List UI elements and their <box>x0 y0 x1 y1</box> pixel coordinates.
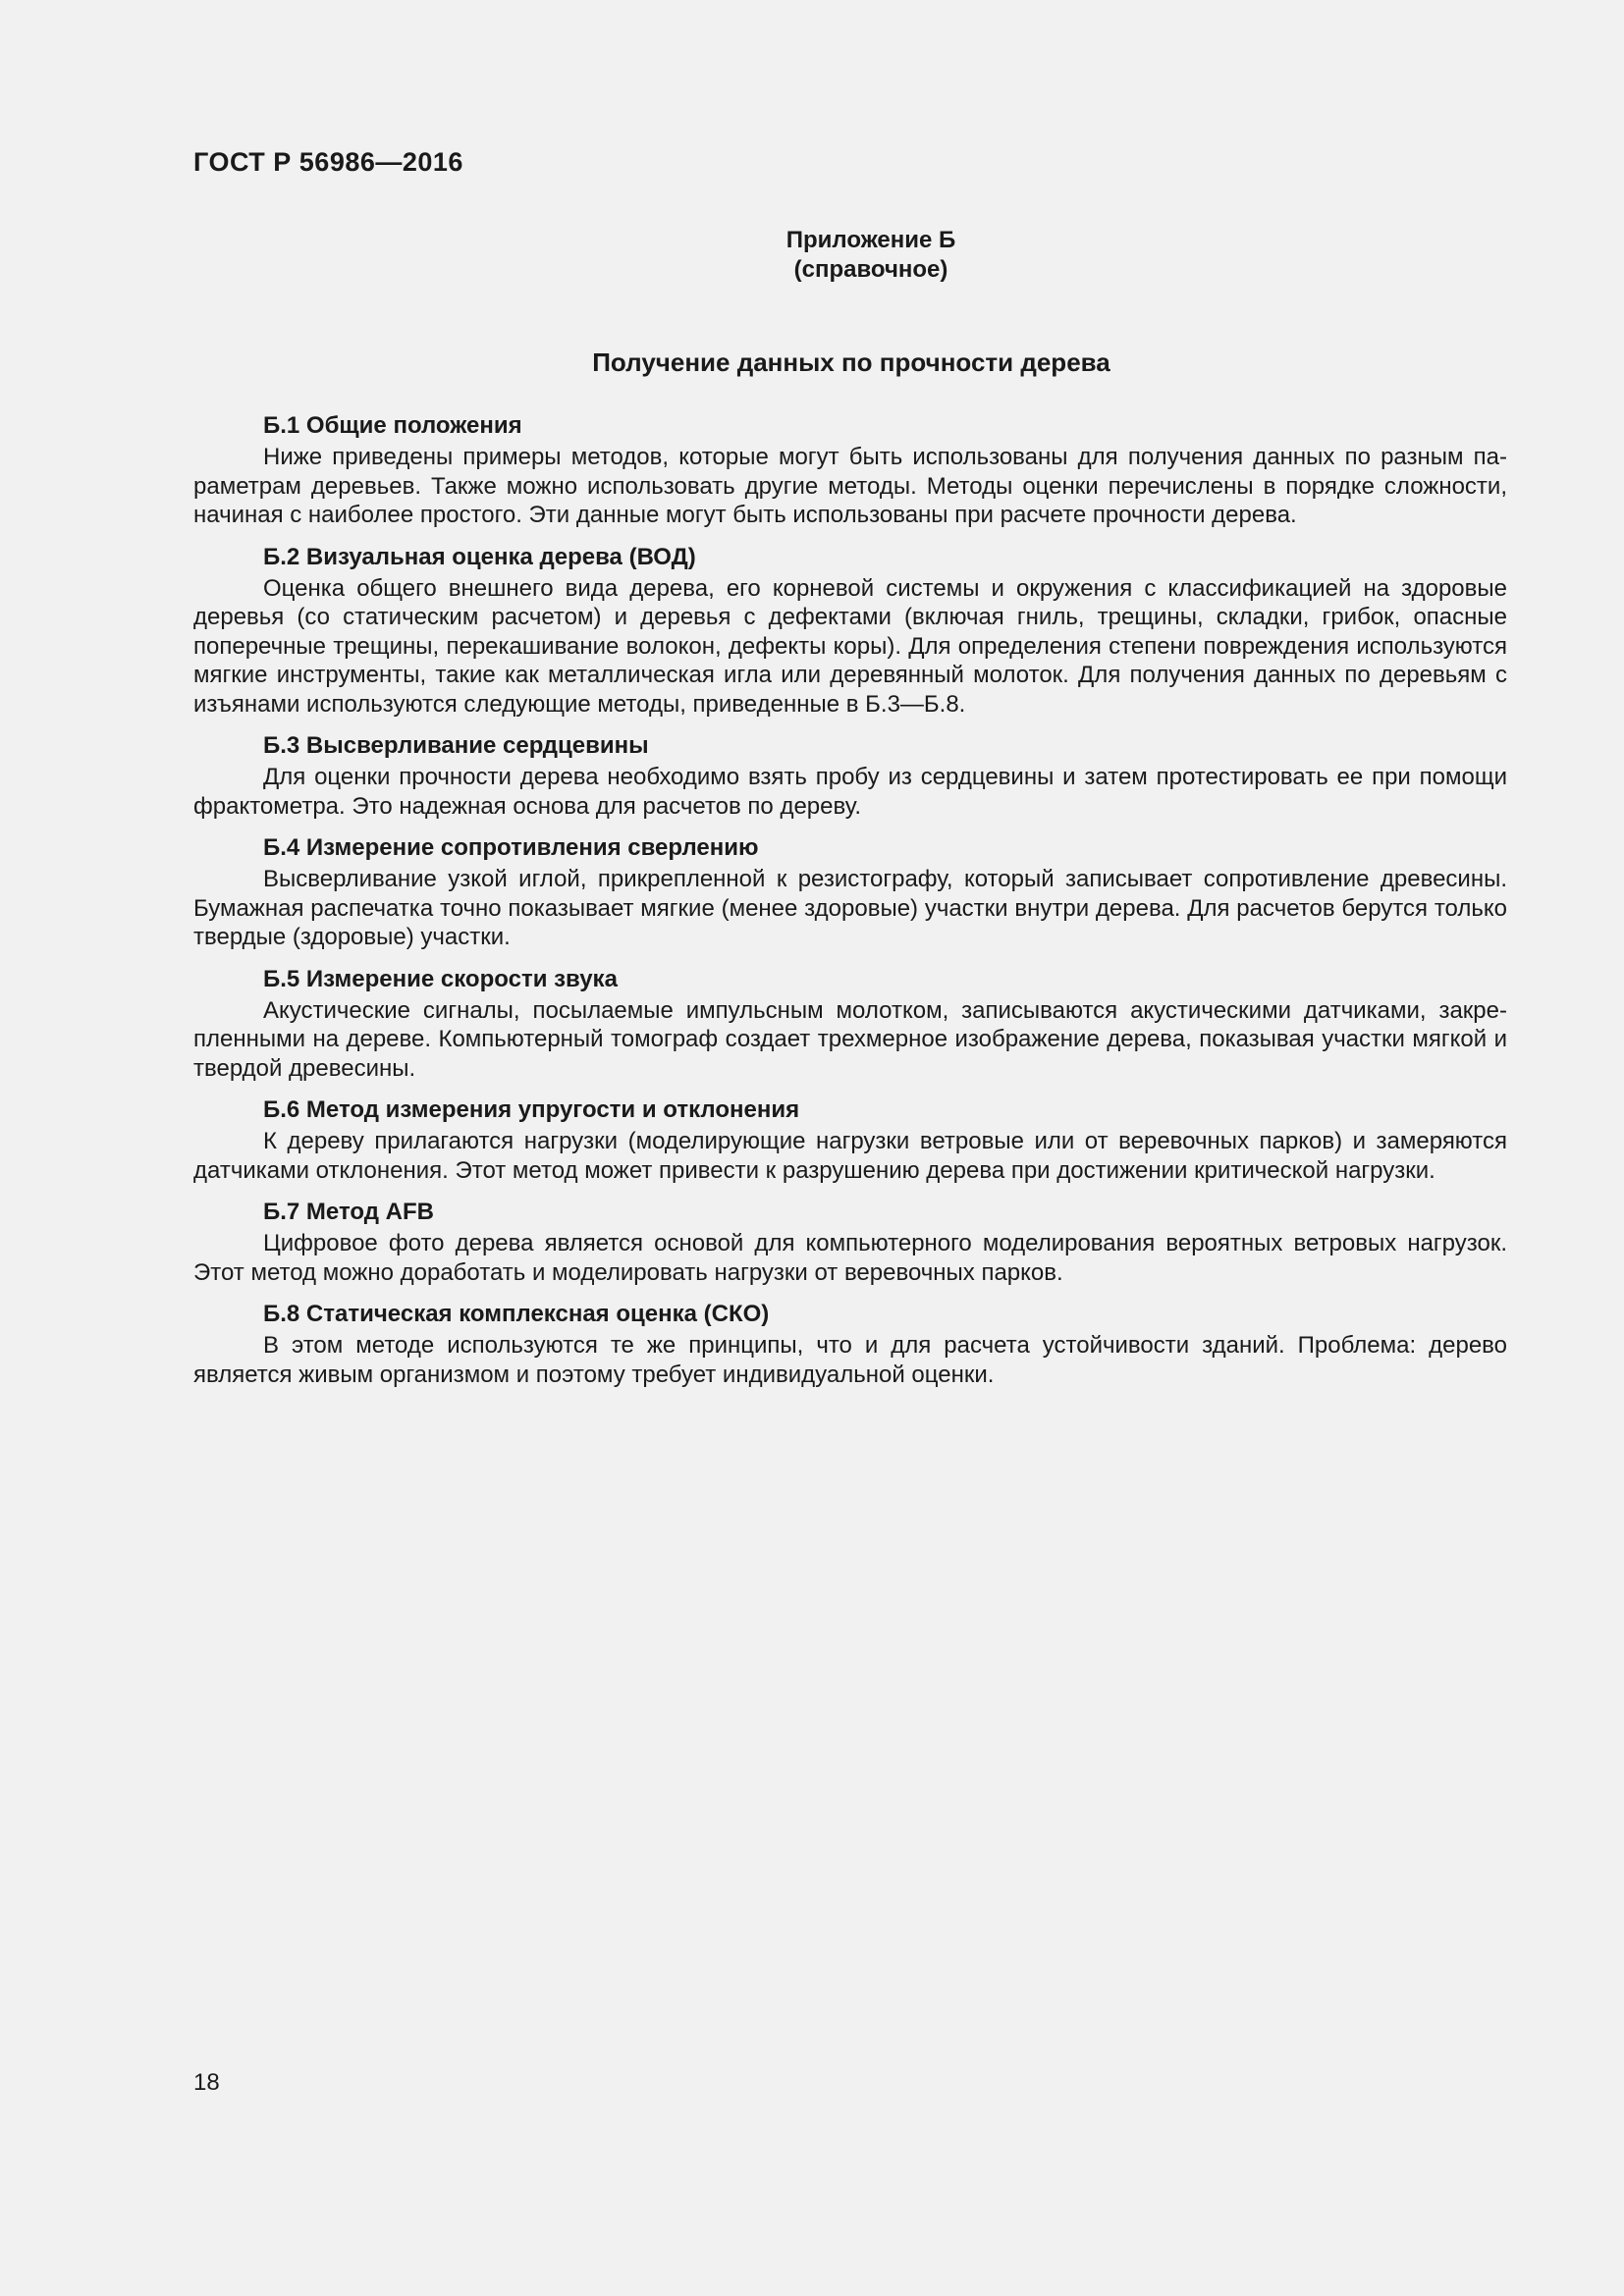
section-text: Ниже приведены примеры методов, которые могут быть использованы для получения данных по разным параметрам деревьев. Также можно использовать другие методы. Методы оценки перечислены в порядке сложности, начиная с наиболее простого. Эти данные могут быть использованы при расчете прочности дерева. <box>193 444 1507 528</box>
section-heading: Б.7 Метод AFB <box>263 1199 434 1225</box>
section-b4 <box>193 832 1507 952</box>
appendix-label: Приложение Б <box>785 227 956 253</box>
section-b8 <box>193 1299 1507 1389</box>
section-b6 <box>193 1095 1507 1185</box>
section-text: Оценка общего внешнего вида дерева, его корневой системы и окружения с классификацией на здоровые деревья (со статическим расчетом) и деревья с дефектами (включая гниль, трещины, складки, грибок, опасные поперечные трещины, перекашивание волокон, дефекты коры). Для определения степени повреждения используются мягкие инструменты, такие как металлическая игла или деревянный молоток. Для получения данных по деревьям с изъянами используются следующие методы, приведенные в Б.3—Б.8. <box>193 574 1507 718</box>
section-heading: Б.2 Визуальная оценка дерева (ВОД) <box>263 543 696 570</box>
page-number: 18 <box>193 2069 220 2096</box>
section-heading: Б.4 Измерение сопротивления сверлению <box>263 834 759 861</box>
section-b5 <box>193 964 1507 1084</box>
section-text: В этом методе используются те же принципы, что и для расчета устойчивости зданий. Проблема: дерево является живым организмом и поэтому требует индивидуальной оценки. <box>193 1332 1507 1388</box>
appendix-type: (справочное) <box>793 256 948 283</box>
section-b2 <box>193 542 1507 720</box>
document-body <box>193 410 1507 1401</box>
section-heading: Б.3 Высверливание сердцевины <box>263 732 649 759</box>
standard-id: ГОСТ Р 56986—2016 <box>193 147 463 177</box>
section-text: Цифровое фото дерева является основой для компьютерного моделирования вероятных ветровых нагрузок. Этот метод можно доработать и моделировать нагрузки от веревочных парков. <box>193 1230 1507 1286</box>
appendix-block <box>0 226 1624 285</box>
section-b3 <box>193 730 1507 821</box>
section-text: Акустические сигналы, посылаемые импульсным молотком, записываются акустическими датчиками, закрепленными на дереве. Компьютерный томограф создает трехмерное изображение дерева, показывая участки мягкой и твердой древесины. <box>193 996 1507 1082</box>
document-title: Получение данных по прочности дерева <box>592 347 1110 377</box>
section-heading: Б.5 Измерение скорости звука <box>263 965 618 992</box>
section-b7 <box>193 1197 1507 1287</box>
section-heading: Б.6 Метод измерения упругости и отклонения <box>263 1096 800 1123</box>
section-b1 <box>193 410 1507 530</box>
section-text: К дереву прилагаются нагрузки (моделирующие нагрузки ветровые или от веревочных парков) и замеряются датчиками отклонения. Этот метод может привести к разрушению дерева при достижении критической нагрузки. <box>193 1128 1507 1184</box>
section-heading: Б.8 Статическая комплексная оценка (СКО) <box>263 1301 770 1327</box>
section-heading: Б.1 Общие положения <box>263 412 522 439</box>
section-text: Для оценки прочности дерева необходимо взять пробу из сердцевины и затем протестировать ее при помощи фрактометра. Это надежная основа для расчетов по дереву. <box>193 764 1507 820</box>
section-text: Высверливание узкой иглой, прикрепленной к резистографу, который записывает сопротивление древесины. Бумажная распечатка точно показывает мягкие (менее здоровые) участки внутри дерева. Для расчетов берутся только твердые (здоровые) участки. <box>193 866 1507 950</box>
